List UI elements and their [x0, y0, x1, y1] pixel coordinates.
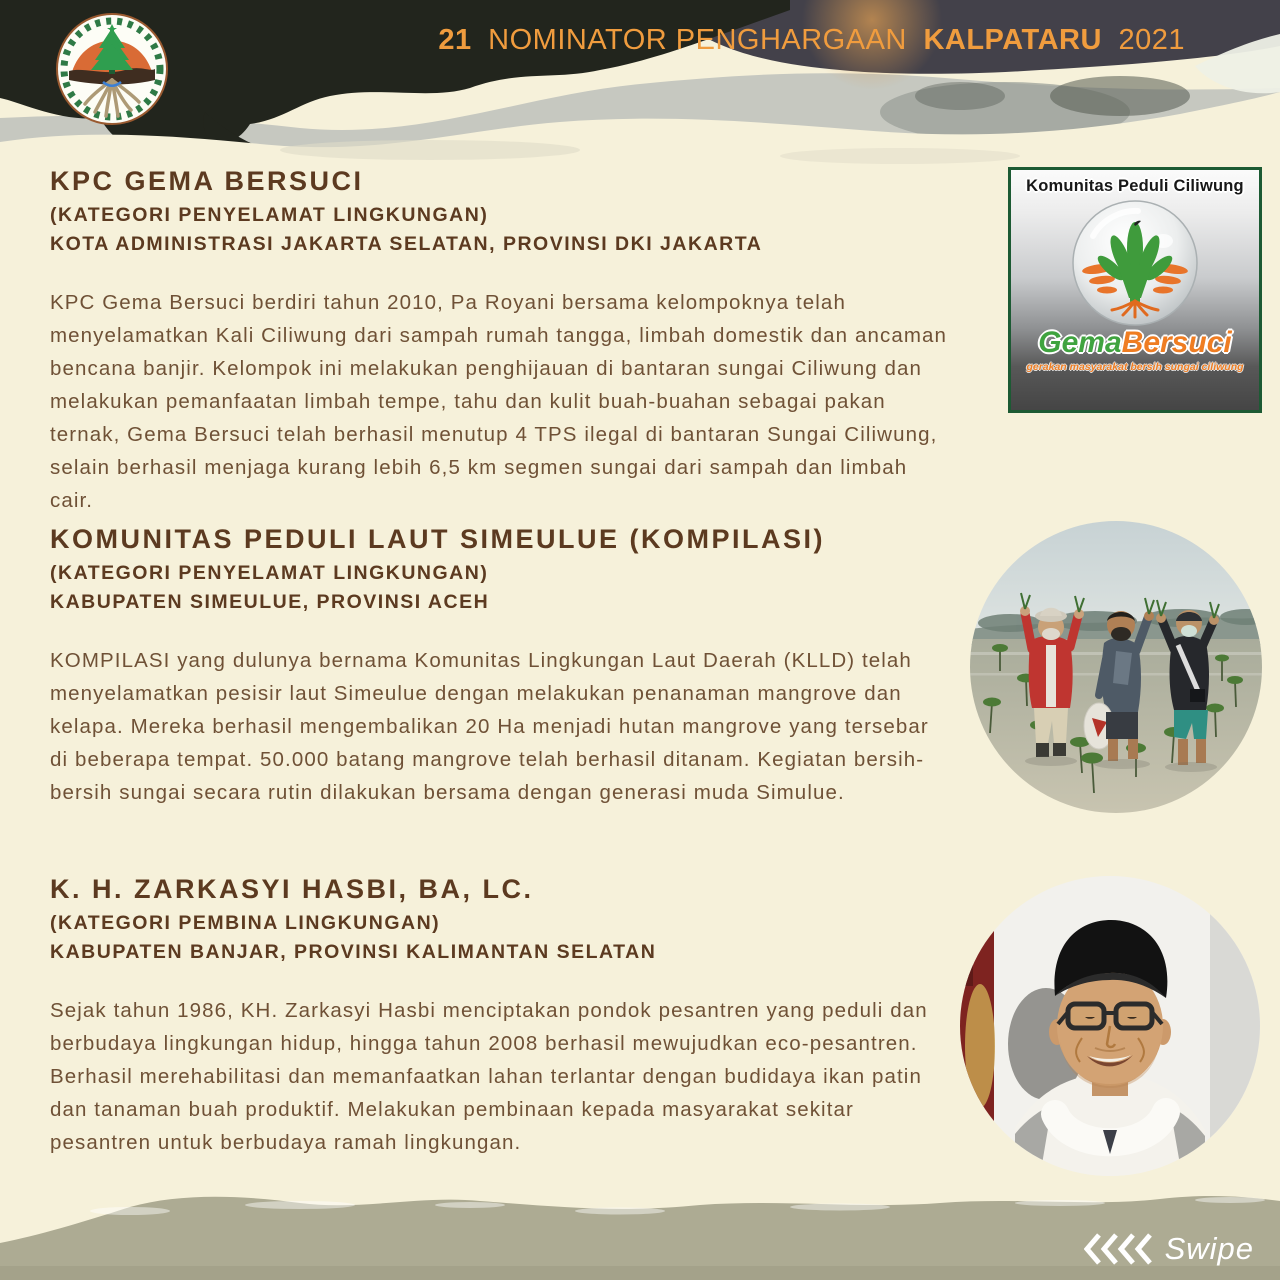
section-title: KOMUNITAS PEDULI LAUT SIMEULUE (KOMPILASI) — [50, 524, 825, 554]
card-tagline: gerakan masyarakat bersih sungai ciliwung — [1026, 361, 1244, 373]
quadruple-left-chevrons-icon — [1084, 1233, 1156, 1265]
section-description: KOMPILASI yang dulunya bernama Komunitas Lingkungan Laut Daerah (KLLD) telah menyelamatkan pesisir laut Simeulue dengan melakukan penanaman mangrove dan kelapa. Mereka berhasil mengembalikan 20 Ha menjadi hutan mangrove yang tersebar di beberapa tempat. 50.000 batang mangrove telah berhasil ditanam. Kegiatan bersih-bersih sungai secara rutin dilakukan bersama dengan generasi muda Simulue. — [50, 649, 929, 804]
card-title: Komunitas Peduli Ciliwung — [1026, 177, 1244, 195]
section-category: (KATEGORI PENYELAMAT LINGKUNGAN) — [50, 204, 489, 226]
gema-bersuci-logo-card — [1008, 167, 1262, 413]
section-location: KABUPATEN SIMEULUE, PROVINSI ACEH — [50, 591, 490, 613]
section-title: KPC GEMA BERSUCI — [50, 166, 364, 196]
section-category: (KATEGORI PENYELAMAT LINGKUNGAN) — [50, 562, 489, 584]
title-number: 21 — [438, 24, 472, 56]
section-location: KABUPATEN BANJAR, PROVINSI KALIMANTAN SELATAN — [50, 941, 657, 963]
swipe-cue[interactable] — [1084, 1231, 1254, 1267]
wordmark-bersuci: Bersuci — [1121, 326, 1232, 359]
title-brand: KALPATARU — [923, 24, 1102, 56]
mangrove-photo-art — [970, 521, 1262, 813]
title-middle: NOMINATOR PENGHARGAAN — [488, 24, 907, 56]
zarkasyi-hasbi-portrait-photo — [960, 876, 1260, 1176]
section-zarkasyi-hasbi — [50, 874, 955, 1159]
hand-tree-mangrove-logo-icon — [1068, 196, 1202, 330]
page-title — [430, 24, 1185, 57]
section-description: KPC Gema Bersuci berdiri tahun 2010, Pa Royani bersama kelompoknya telah menyelamatkan Kali Ciliwung dari sampah rumah tangga, limbah domestik dan ancaman bencana banjir. Kelompok ini melakukan penghijauan di bantaran sungai Ciliwung dan melakukan pemanfaatan limbah tempe, tahu dan kulit buah-buahan sebagai pakan ternak, Gema Bersuci telah berhasil menutup 4 TPS ilegal di bantaran Sungai Ciliwung, selain berhasil menjaga kurang lebih 6,5 km segmen sungai dari sampah dan limbah cair. — [50, 291, 947, 512]
swipe-label: Swipe — [1164, 1231, 1254, 1266]
section-kompilasi-simeulue — [50, 524, 955, 809]
section-description: Sejak tahun 1986, KH. Zarkasyi Hasbi menciptakan pondok pesantren yang peduli dan berbudaya lingkungan hidup, hingga tahun 2008 berhasil mewujudkan eco-pesantren. Berhasil merehabilitasi dan memanfaatkan lahan terlantar dengan budidaya ikan patin dan tanaman buah produktif. Melakukan pembinaan kepada masyarakat sekitar pesantren untuk berbudaya ramah lingkungan. — [50, 999, 928, 1154]
klhk-ministry-logo-icon — [55, 12, 169, 126]
section-kpc-gema-bersuci — [50, 166, 955, 517]
card-wordmark — [1038, 328, 1231, 358]
portrait-photo-art — [960, 876, 1260, 1176]
mangrove-planting-photo — [970, 521, 1262, 813]
section-category: (KATEGORI PEMBINA LINGKUNGAN) — [50, 912, 441, 934]
wordmark-gema: Gema — [1038, 326, 1122, 359]
section-location: KOTA ADMINISTRASI JAKARTA SELATAN, PROVINSI DKI JAKARTA — [50, 233, 763, 255]
section-title: K. H. ZARKASYI HASBI, BA, LC. — [50, 874, 534, 904]
title-year: 2021 — [1118, 24, 1185, 56]
